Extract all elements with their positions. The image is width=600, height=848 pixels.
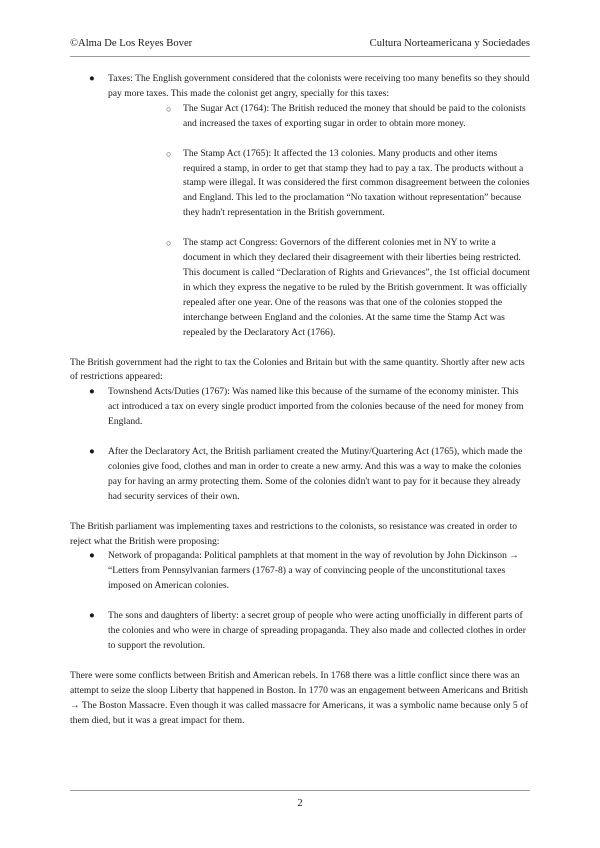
bullet-icon: ● [89,73,95,84]
bullet-list [70,549,530,653]
bullet-icon: ● [89,446,95,458]
sub-bullet-icon: ○ [166,103,172,114]
paragraph-resistance: The British parliament was implementing taxes and restrictions to the colonists, so resistance was created in order to reject what the British were proposing: [70,520,518,547]
footer-rule [70,790,530,791]
bullet-list [70,72,530,341]
header-rule [70,56,530,57]
sub-bullet-text: The stamp act Congress: Governors of the different colonies met in NY to write a document in which they declared their disagreement with their liberties being restricted. This document is called “Declaration of Rights and Grievances”, the 1st official document in which they express the negative to be ruled by the British government. It was officially repealed after one year. One of the reasons was that one of the colonies stopped the interchange between England and the colonies. At the same time the Stamp Act was repealed by the Declaratory Act (1766). [183,237,530,338]
bullet-text: Network of propaganda: Political pamphlets at that moment in the way of revolution by John Dickinson → “Letters from Pennsylvanian farmers (1767-8) a way of convincing people of the unconstitutional taxes imposed on American colonies. [108,550,519,592]
sub-bullet-text: The Stamp Act (1765): It affected the 13 colonies. Many products and other items required a stamp, in order to get that stamp they had to pay a tax. The products without a stamp were illegal. It was considered the first common disagreement between the colonies and England. This led to the proclamation “No taxation without representation” because they hadn't representation in the British government. [183,147,530,219]
sub-bullet-list [108,102,530,341]
spacer [70,594,530,609]
sub-bullet-icon: ○ [166,148,172,159]
spacer [70,505,530,520]
sub-item-sugar-act [108,102,530,132]
bullet-text: Taxes: The English government considered that the colonists were receiving too many benefits so they should pay more taxes. This made the colonist get angry, specially for this taxes: [108,73,530,99]
bullet-list [70,385,530,504]
spacer [70,654,530,669]
spacer [108,132,530,147]
bullet-icon: ● [89,610,95,622]
sub-bullet-icon: ○ [166,238,172,249]
list-item-quartering-act [70,445,530,505]
document-body [70,72,530,729]
header-author: ©Alma De Los Reyes Bover [70,38,193,49]
list-item-propaganda [70,549,530,594]
spacer [70,341,530,356]
list-item-taxes [70,72,530,341]
sub-item-stamp-act-congress [108,236,530,340]
bullet-icon: ● [89,550,95,562]
paragraph-conflicts: There were some conflicts between British and American rebels. In 1768 there was a little conflict since there was an attempt to seize the sloop Liberty that happened in Boston. In 1770 was an engagement between Americans and British → The Boston Massacre. Even though it was called massacre for Americans, it was a symbolic name because only 5 of them died, but it was a great impact for them. [70,669,529,726]
spacer [108,221,530,236]
bullet-icon: ● [89,386,95,398]
list-item-sons-of-liberty [70,609,530,654]
paragraph-british-government: The British government had the right to tax the Colonies and Britain but with the same quantity. Shortly after new acts of restrictions appeared: [70,356,525,383]
bullet-text: After the Declaratory Act, the British parliament created the Mutiny/Quartering Act (1765), which made the colonies give food, clothes and man in order to create a new army. And this was a way to make the colonies pay for having an army protecting them. Some of the colonies didn't want to pay for it because they already had security services of their own. [108,446,523,502]
bullet-text: The sons and daughters of liberty: a secret group of people who were acting unofficially in different parts of the colonies and who were in charge of spreading propaganda. They also made and collected clothes in order to support the revolution. [108,610,526,651]
sub-item-stamp-act [108,147,530,222]
list-item-townshend [70,385,530,430]
page-number: 2 [297,798,303,809]
sub-bullet-text: The Sugar Act (1764): The British reduced the money that should be paid to the colonists and increased the taxes of exporting sugar in order to obtain more money. [183,102,526,129]
spacer [70,430,530,445]
page-header [70,38,530,58]
header-course: Cultura Norteamericana y Sociedades [369,38,530,49]
bullet-text: Townshend Acts/Duties (1767): Was named like this because of the surname of the economy minister. This act introduced a tax on every single product imported from the colonies because of the need for money from England. [108,386,524,428]
